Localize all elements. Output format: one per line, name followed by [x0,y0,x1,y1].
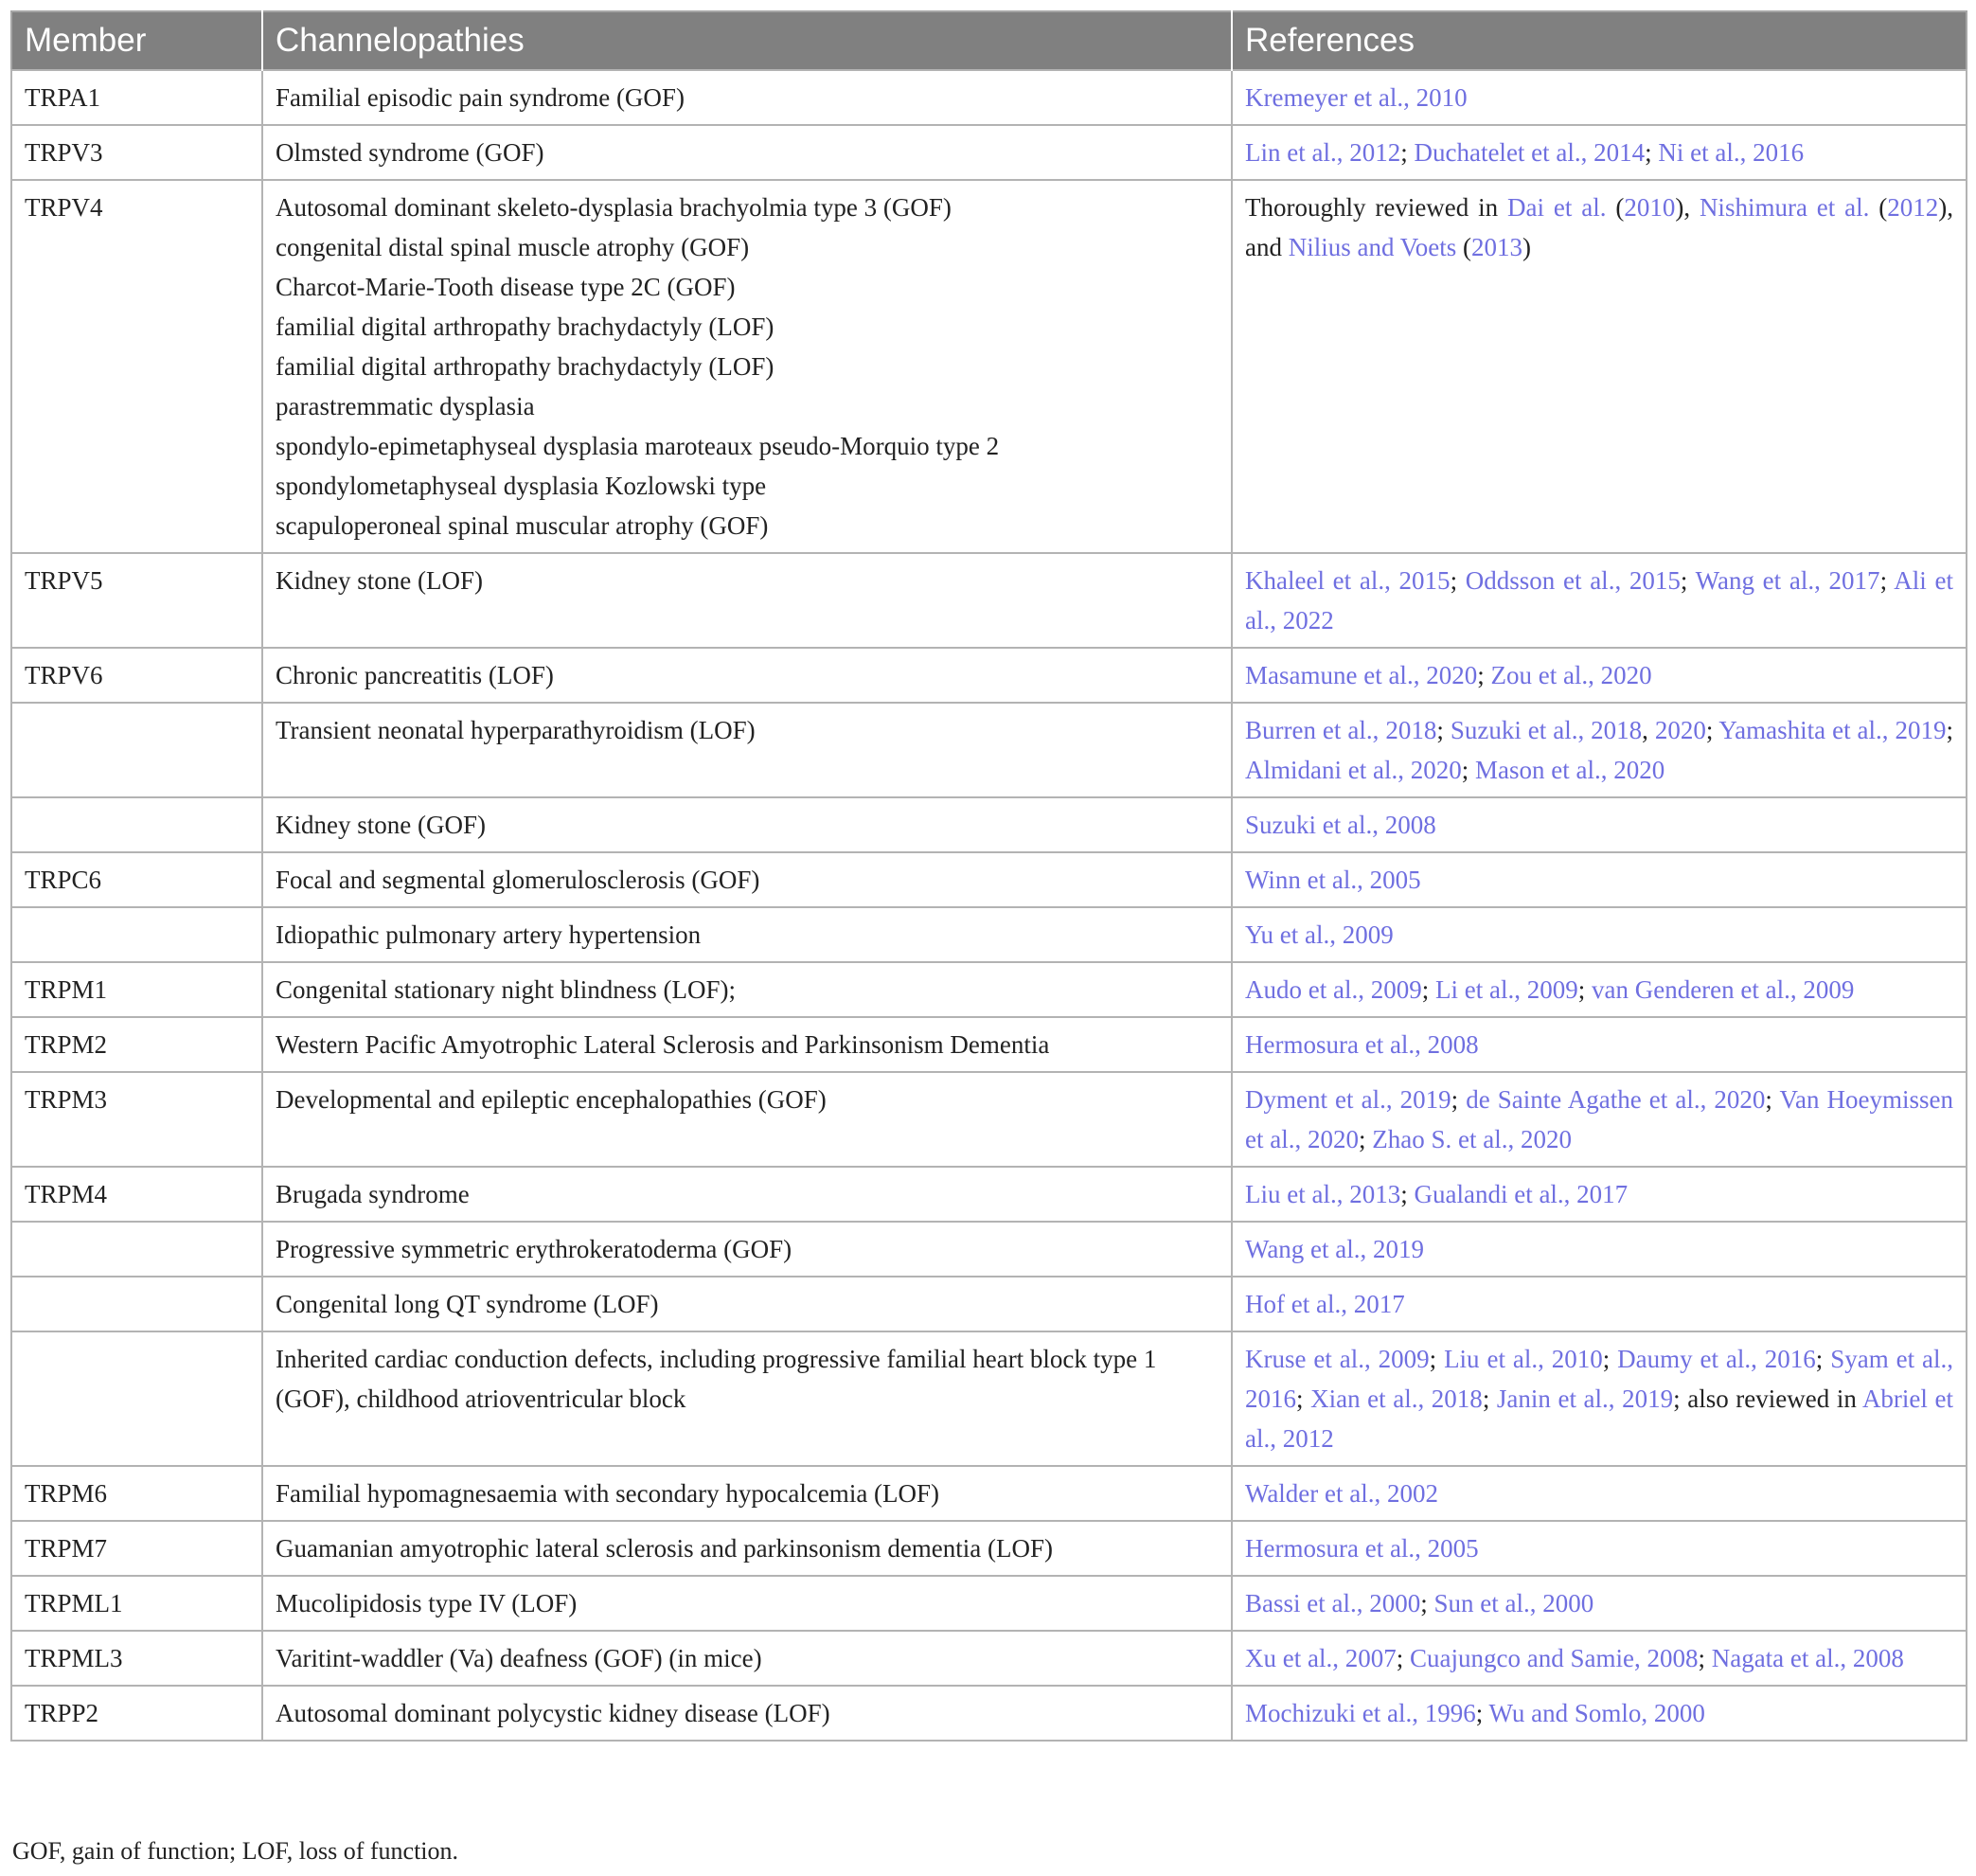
reference-link[interactable]: Nilius and Voets [1288,233,1457,261]
reference-link[interactable]: Xian et al., 2018 [1310,1385,1483,1413]
reference-link[interactable]: Kruse et al., 2009 [1245,1345,1430,1373]
reference-link[interactable]: Duchatelet et al., 2014 [1414,138,1646,167]
member-cell [11,797,262,852]
channelopathies-table-container [10,10,1966,1742]
member-cell [11,1222,262,1277]
reference-separator: ; [1705,716,1719,744]
channelopathies-cell [262,852,1232,907]
reference-link[interactable]: Mason et al., 2020 [1474,756,1665,784]
channelopathy-line: Charcot-Marie-Tooth disease type 2C (GOF) [276,273,736,301]
references-cell [1232,797,1967,852]
reference-link[interactable]: Zhao S. et al., 2020 [1372,1125,1572,1153]
table-row [11,1331,1967,1466]
member-cell: TRPML1 [11,1576,262,1631]
references-cell [1232,70,1967,125]
channelopathy-line: Kidney stone (LOF) [276,566,483,595]
channelopathy-line: Congenital long QT syndrome (LOF) [276,1290,659,1318]
table-header [11,11,1967,70]
channelopathies-cell [262,1017,1232,1072]
member-cell: TRPM7 [11,1521,262,1576]
reference-link[interactable]: Bassi et al., 2000 [1245,1589,1421,1617]
member-cell: TRPM6 [11,1466,262,1521]
member-cell [11,1331,262,1466]
channelopathy-line: Congenital stationary night blindness (LOF); [276,975,736,1004]
table-row [11,1017,1967,1072]
reference-link[interactable]: Suzuki et al., 2018 [1450,716,1643,744]
channelopathies-cell [262,703,1232,797]
reference-link[interactable]: Winn et al., 2005 [1245,866,1421,894]
channelopathy-line: Varitint-waddler (Va) deafness (GOF) (in mice) [276,1644,762,1672]
references-cell [1232,648,1967,703]
channelopathies-cell [262,1686,1232,1741]
reference-separator: ; [1698,1644,1712,1672]
table-row [11,1631,1967,1686]
channelopathy-line: Familial hypomagnesaemia with secondary hypocalcemia (LOF) [276,1479,940,1508]
reference-link[interactable]: Ni et al., 2016 [1658,138,1805,167]
channelopathies-cell [262,180,1232,553]
reference-separator: ; [1421,975,1435,1004]
references-cell [1232,1331,1967,1466]
channelopathies-cell [262,962,1232,1017]
references-cell [1232,1686,1967,1741]
table-body [11,70,1967,1741]
table-row [11,648,1967,703]
channelopathies-cell [262,70,1232,125]
reference-separator: ( [1869,193,1888,222]
reference-link[interactable]: Van Hoeymissen et al., 2020 [1245,1085,1953,1153]
reference-link[interactable]: Syam et al., 2016 [1245,1345,1953,1413]
channelopathies-cell [262,1072,1232,1167]
reference-separator: ), and [1245,193,1953,261]
member-cell: TRPV4 [11,180,262,553]
member-cell: TRPM4 [11,1167,262,1222]
reference-separator: ; [1400,138,1415,167]
reference-link[interactable]: Sun et al., 2000 [1433,1589,1594,1617]
member-cell: TRPM2 [11,1017,262,1072]
table-row [11,1466,1967,1521]
reference-separator: ; [1815,1345,1831,1373]
reference-separator: ; [1296,1385,1311,1413]
member-cell: TRPV3 [11,125,262,180]
references-cell [1232,1167,1967,1222]
channelopathy-line: familial digital arthropathy brachydactyly (LOF) [276,313,774,341]
channelopathies-cell [262,1521,1232,1576]
reference-link[interactable]: Yamashita et al., 2019 [1718,716,1947,744]
table-row [11,1686,1967,1741]
references-cell [1232,180,1967,553]
reference-separator: ) [1522,233,1532,261]
reference-link[interactable]: Masamune et al., 2020 [1245,661,1478,689]
references-cell [1232,125,1967,180]
reference-separator: ; [1451,1085,1467,1114]
channelopathy-line: Autosomal dominant skeleto-dysplasia brachyolmia type 3 (GOF) [276,193,952,222]
references-cell [1232,1576,1967,1631]
header-member: Member [11,11,262,70]
reference-separator: ; [1602,1345,1618,1373]
table-row [11,553,1967,648]
reference-separator: ; [1475,1699,1489,1727]
table-row [11,703,1967,797]
member-cell [11,1277,262,1331]
channelopathy-line: Mucolipidosis type IV (LOF) [276,1589,578,1617]
channelopathies-cell [262,1167,1232,1222]
reference-link[interactable]: Nishimura et al. [1699,193,1870,222]
reference-link[interactable]: Dyment et al., 2019 [1245,1085,1451,1114]
channelopathy-line: Brugada syndrome [276,1180,470,1208]
channelopathies-cell [262,1576,1232,1631]
table-footnote: GOF, gain of function; LOF, loss of function. [12,1837,459,1865]
reference-link[interactable]: Janin et al., 2019 [1496,1385,1674,1413]
member-cell: TRPP2 [11,1686,262,1741]
reference-link[interactable]: Wu and Somlo, 2000 [1488,1699,1705,1727]
reference-separator: ; [1420,1589,1434,1617]
reference-separator: , [1642,716,1655,744]
reference-link[interactable]: Burren et al., 2018 [1245,716,1437,744]
reference-link[interactable]: Cuajungco and Samie, 2008 [1410,1644,1699,1672]
reference-link[interactable]: Abriel et al., 2012 [1245,1385,1953,1453]
member-cell: TRPML3 [11,1631,262,1686]
channelopathies-cell [262,1277,1232,1331]
table-row [11,962,1967,1017]
reference-link[interactable]: Li et al., 2009 [1435,975,1578,1004]
reference-link[interactable]: Zou et al., 2020 [1490,661,1652,689]
reference-link[interactable]: 2020 [1654,716,1706,744]
reference-link[interactable]: Dai et al. [1507,193,1607,222]
channelopathies-cell [262,1331,1232,1466]
channelopathies-cell [262,553,1232,648]
reference-link[interactable]: 2010 [1624,193,1676,222]
channelopathy-line: Focal and segmental glomerulosclerosis (GOF) [276,866,760,894]
member-cell: TRPV6 [11,648,262,703]
reference-link[interactable]: Xu et al., 2007 [1245,1644,1397,1672]
table-row [11,125,1967,180]
channelopathies-cell [262,125,1232,180]
channelopathy-line: Autosomal dominant polycystic kidney disease (LOF) [276,1699,830,1727]
reference-link[interactable]: Walder et al., 2002 [1245,1479,1439,1508]
reference-separator: ; [1461,756,1475,784]
reference-link[interactable]: Nagata et al., 2008 [1711,1644,1904,1672]
reference-link[interactable]: 2013 [1471,233,1523,261]
table-row [11,1072,1967,1167]
references-cell [1232,907,1967,962]
channelopathy-line: congenital distal spinal muscle atrophy (GOF) [276,233,750,261]
references-cell [1232,1466,1967,1521]
member-cell: TRPM1 [11,962,262,1017]
table-row [11,1277,1967,1331]
channelopathies-cell [262,907,1232,962]
references-cell [1232,852,1967,907]
header-row [11,11,1967,70]
reference-link[interactable]: Oddsson et al., 2015 [1465,566,1681,595]
table-row [11,1576,1967,1631]
channelopathies-cell [262,648,1232,703]
reference-link[interactable]: Hof et al., 2017 [1245,1290,1405,1318]
reference-link[interactable]: Ali et al., 2022 [1245,566,1953,634]
reference-separator: ; [1400,1180,1415,1208]
reference-separator: ; [1577,975,1592,1004]
table-row [11,797,1967,852]
reference-separator: ; [1396,1644,1410,1672]
references-cell [1232,553,1967,648]
reference-link[interactable]: 2012 [1887,193,1939,222]
reference-link[interactable]: Daumy et al., 2016 [1617,1345,1816,1373]
reference-link[interactable]: Wang et al., 2017 [1695,566,1880,595]
channelopathy-line: familial digital arthropathy brachydactyly (LOF) [276,352,774,381]
reference-separator: ; [1680,566,1696,595]
references-cell [1232,1072,1967,1167]
references-cell [1232,703,1967,797]
references-cell [1232,1631,1967,1686]
reference-link[interactable]: Lin et al., 2012 [1245,138,1401,167]
member-cell [11,703,262,797]
table-row [11,907,1967,962]
member-cell [11,907,262,962]
reference-separator: ; [1765,1085,1780,1114]
channelopathy-line: Guamanian amyotrophic lateral sclerosis and parkinsonism dementia (LOF) [276,1534,1054,1563]
reference-link[interactable]: Mochizuki et al., 1996 [1245,1699,1476,1727]
reference-separator: ; [1477,661,1491,689]
reference-separator: Thoroughly reviewed in [1245,193,1508,222]
references-cell [1232,1222,1967,1277]
reference-separator: ; [1946,716,1953,744]
channelopathy-line: Chronic pancreatitis (LOF) [276,661,554,689]
reference-link[interactable]: Hermosura et al., 2008 [1245,1030,1479,1059]
channelopathy-line: Kidney stone (GOF) [276,811,486,839]
reference-separator: ; [1879,566,1895,595]
header-references: References [1232,11,1967,70]
reference-link[interactable]: Suzuki et al., 2008 [1245,811,1436,839]
channelopathy-line: parastremmatic dysplasia [276,392,535,420]
references-cell [1232,1017,1967,1072]
reference-separator: ; [1450,566,1466,595]
channelopathies-cell [262,797,1232,852]
channelopathy-line: spondylometaphyseal dysplasia Kozlowski type [276,472,767,500]
member-cell: TRPA1 [11,70,262,125]
reference-link[interactable]: Yu et al., 2009 [1245,920,1394,949]
table-row [11,1521,1967,1576]
reference-link[interactable]: Khaleel et al., 2015 [1245,566,1451,595]
reference-separator: ; [1645,138,1659,167]
table-row [11,70,1967,125]
reference-link[interactable]: de Sainte Agathe et al., 2020 [1466,1085,1766,1114]
channelopathies-cell [262,1222,1232,1277]
reference-link[interactable]: Gualandi et al., 2017 [1414,1180,1629,1208]
channelopathy-line: Inherited cardiac conduction defects, including progressive familial heart block type 1 (GOF), childhood atrioventricular block [276,1345,1157,1413]
channelopathy-line: Familial episodic pain syndrome (GOF) [276,83,685,112]
references-cell [1232,1277,1967,1331]
reference-link[interactable]: van Genderen et al., 2009 [1591,975,1855,1004]
references-cell [1232,962,1967,1017]
reference-separator: ; [1436,716,1451,744]
channelopathy-line: scapuloperoneal spinal muscular atrophy (GOF) [276,511,769,540]
header-channelopathies: Channelopathies [262,11,1232,70]
channelopathy-line: Transient neonatal hyperparathyroidism (LOF) [276,716,756,744]
reference-link[interactable]: Liu et al., 2010 [1444,1345,1603,1373]
reference-link[interactable]: Almidani et al., 2020 [1245,756,1462,784]
reference-link[interactable]: Hermosura et al., 2005 [1245,1534,1479,1563]
channelopathy-line: Olmsted syndrome (GOF) [276,138,544,167]
reference-separator: ; [1482,1385,1497,1413]
channelopathy-line: Progressive symmetric erythrokeratoderma (GOF) [276,1235,792,1263]
reference-separator: ), [1675,193,1700,222]
table-row [11,1222,1967,1277]
reference-link[interactable]: Kremeyer et al., 2010 [1245,83,1468,112]
reference-link[interactable]: Audo et al., 2009 [1245,975,1422,1004]
reference-link[interactable]: Wang et al., 2019 [1245,1235,1425,1263]
table-row [11,180,1967,553]
references-cell [1232,1521,1967,1576]
reference-link[interactable]: Liu et al., 2013 [1245,1180,1401,1208]
channelopathy-line: Developmental and epileptic encephalopathies (GOF) [276,1085,827,1114]
channelopathies-cell [262,1466,1232,1521]
channelopathy-line: Western Pacific Amyotrophic Lateral Sclerosis and Parkinsonism Dementia [276,1030,1050,1059]
table-row [11,1167,1967,1222]
reference-separator: ; also reviewed in [1673,1385,1862,1413]
member-cell: TRPC6 [11,852,262,907]
table-row [11,852,1967,907]
channelopathies-cell [262,1631,1232,1686]
reference-separator: ( [1606,193,1625,222]
channelopathy-line: spondylo-epimetaphyseal dysplasia maroteaux pseudo-Morquio type 2 [276,432,1000,460]
member-cell: TRPM3 [11,1072,262,1167]
channelopathies-table [10,10,1967,1742]
member-cell: TRPV5 [11,553,262,648]
reference-separator: ( [1456,233,1472,261]
reference-separator: ; [1429,1345,1445,1373]
channelopathy-line: Idiopathic pulmonary artery hypertension [276,920,702,949]
reference-separator: ; [1358,1125,1373,1153]
